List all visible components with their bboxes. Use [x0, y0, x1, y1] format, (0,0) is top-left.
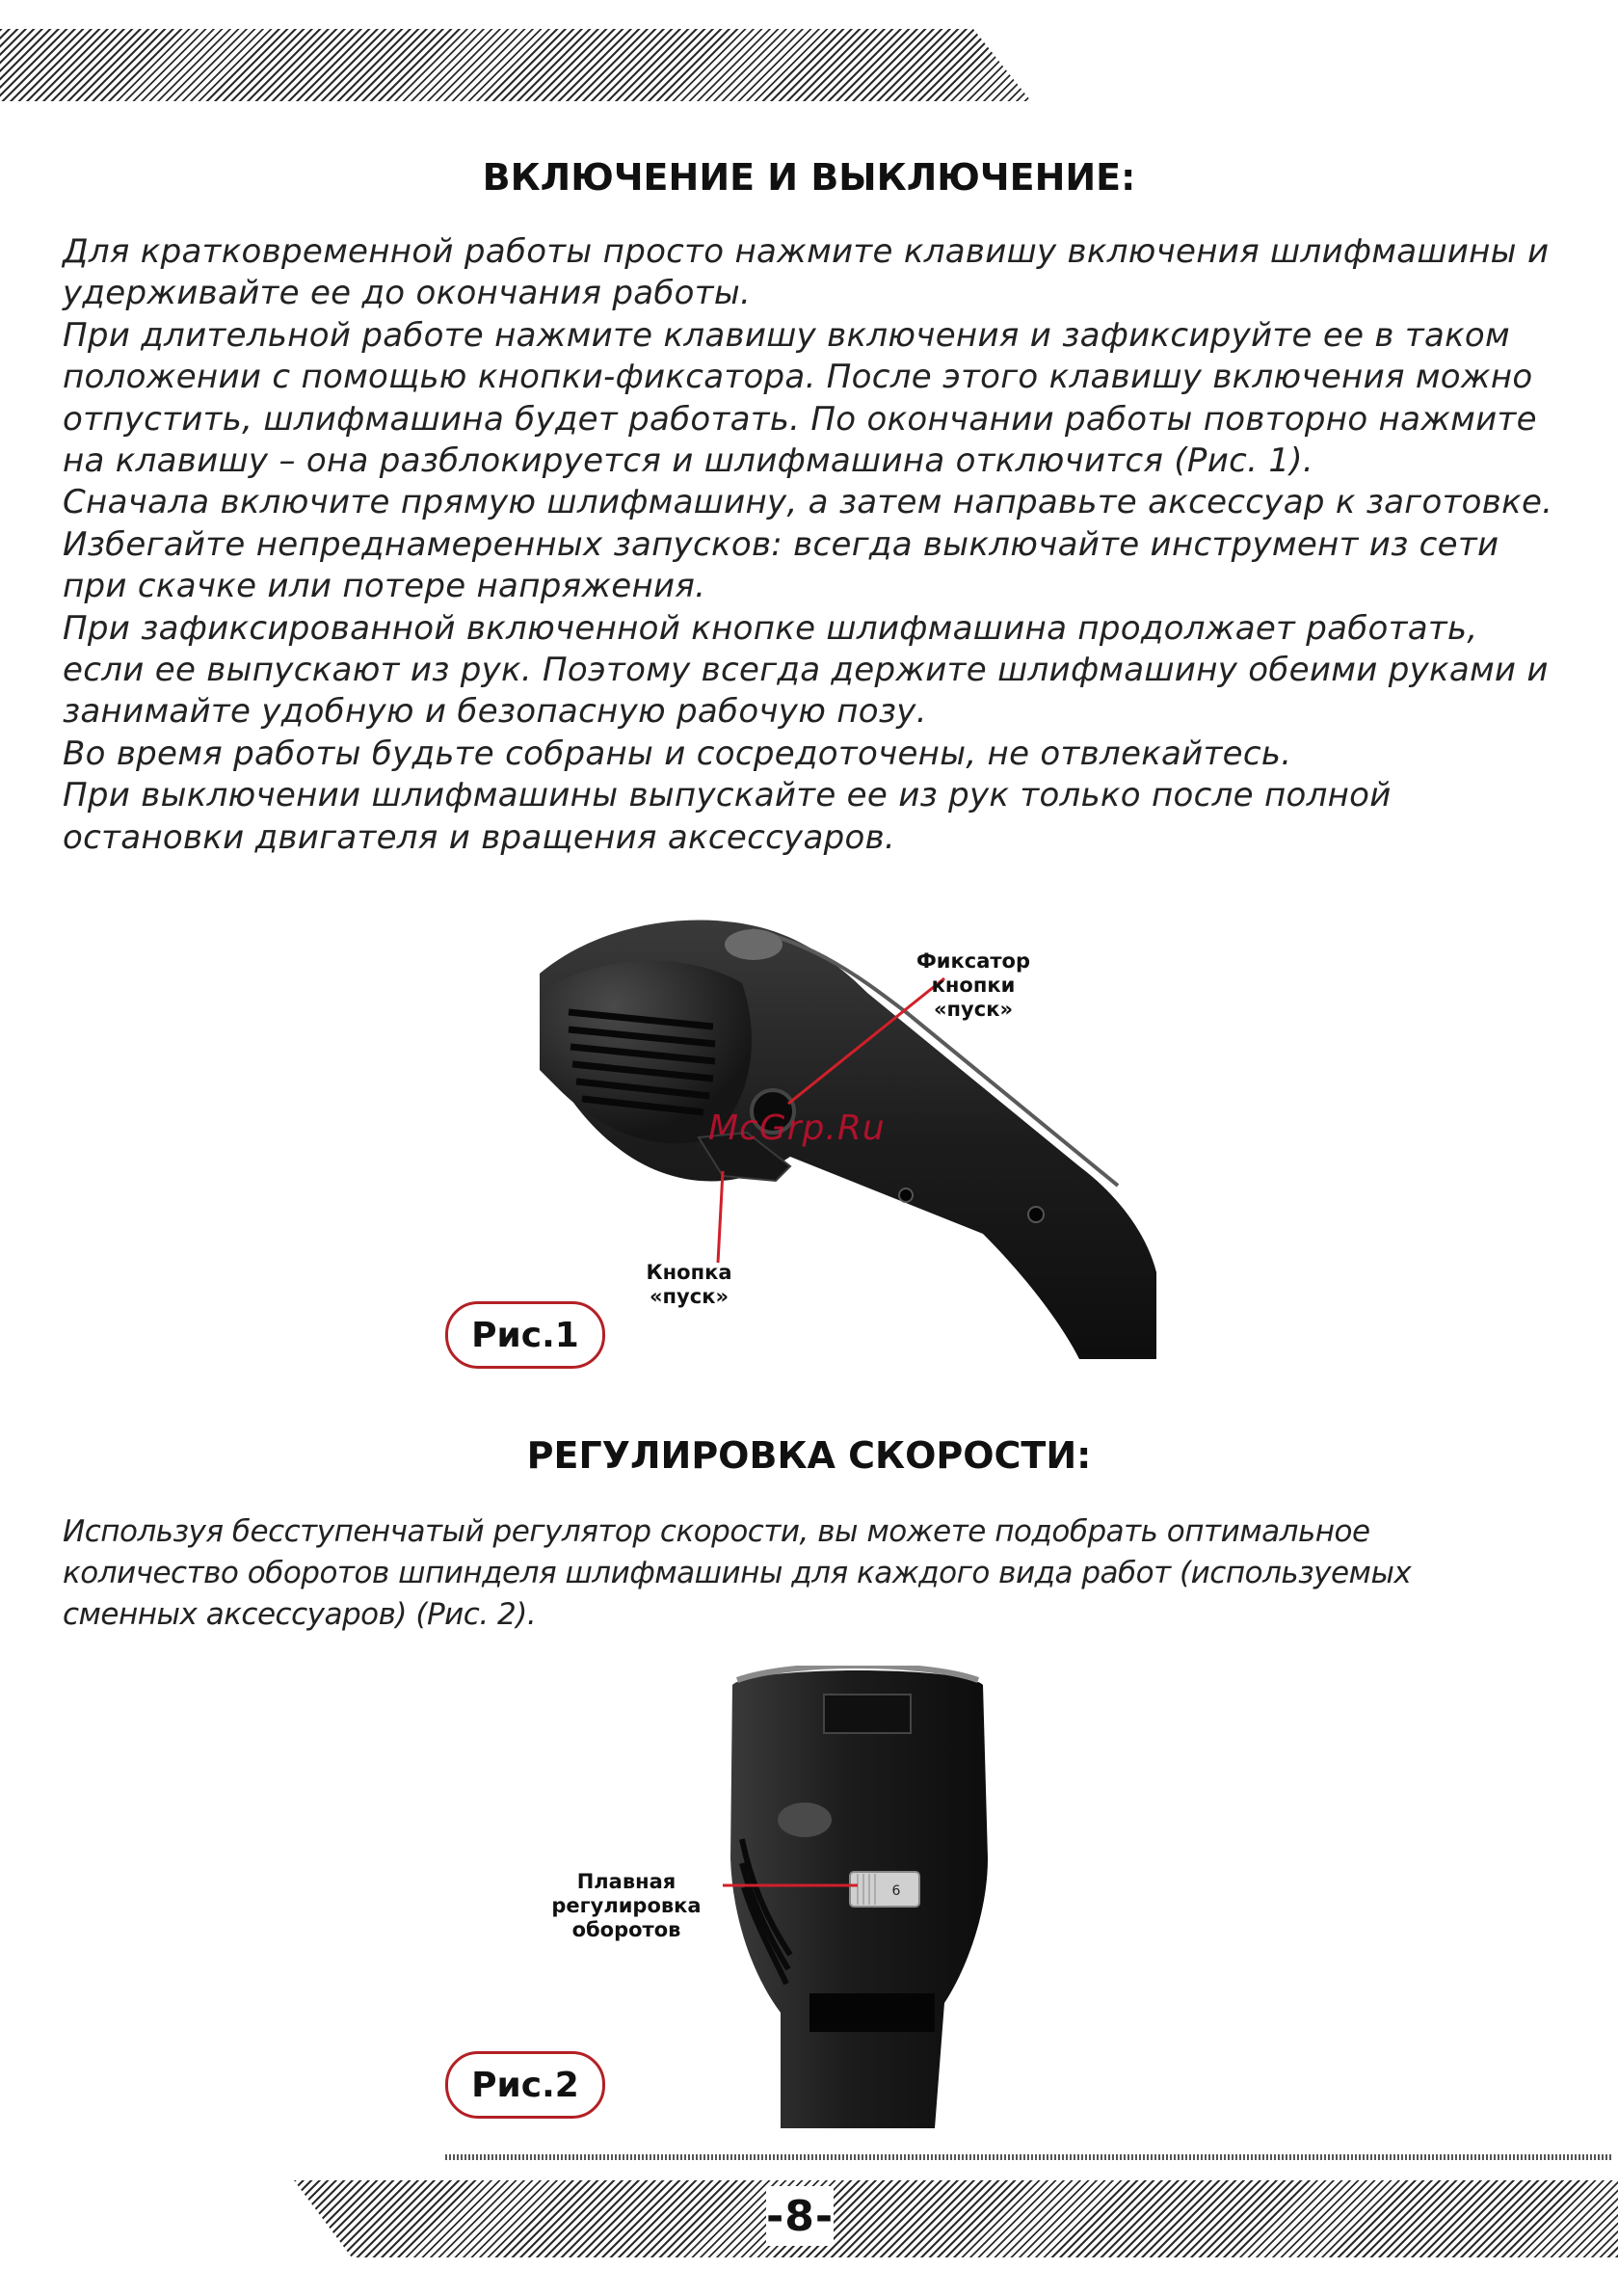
callout-line: регулировка: [551, 1894, 702, 1917]
start-button-callout: [631, 1261, 747, 1309]
on-off-text: [63, 231, 1566, 859]
watermark: McGrp.Ru: [708, 1108, 886, 1148]
paragraph: Избегайте непреднамеренных запусков: всегда выключайте инструмент из сети при скачке или потере напряжения.: [63, 524, 1499, 606]
figure-1-label: Рис.1: [445, 1301, 605, 1369]
paragraph: Сначала включите прямую шлифмашину, а затем направьте аксессуар к заготовке.: [63, 483, 1553, 522]
dotted-divider: [445, 2154, 1611, 2160]
page-number-box: [766, 2186, 834, 2246]
top-hatch-band: [0, 29, 1031, 101]
paragraph: При длительной работе нажмите клавишу включения и зафиксируйте ее в таком положении с помощью кнопки-фиксатора. После этого клавишу включения можно отпустить, шлифмашина будет работать. По окончании работы повторно нажмите на клавишу – она разблокируется и шлифмашина отключится (Рис. 1).: [63, 315, 1537, 481]
paragraph: Используя бесступенчатый регулятор скорости, вы можете подобрать оптимальное количество оборотов шпинделя шлифмашины для каждого вида работ (используемых сменных аксессуаров) (Рис. 2).: [63, 1514, 1412, 1632]
callout-line: Плавная: [576, 1870, 676, 1893]
grinder-photo-2: [723, 1666, 993, 2128]
heading-on-off: ВКЛЮЧЕНИЕ И ВЫКЛЮЧЕНИЕ:: [482, 156, 1136, 199]
paragraph: При зафиксированной включенной кнопке шлифмашина продолжает работать, если ее выпускают из рук. Поэтому всегда держите шлифмашину обеими руками и занимайте удобную и безопасную рабочую позу.: [63, 608, 1549, 732]
page-number: -8-: [765, 2191, 835, 2241]
callout-line: «пуск»: [649, 1285, 729, 1308]
paragraph: Во время работы будьте собраны и сосредоточены, не отвлекайтесь.: [63, 734, 1292, 773]
callout-line: кнопки «пуск»: [931, 974, 1016, 1021]
paragraph: При выключении шлифмашины выпускайте ее из рук только после полной остановки двигателя и вращения аксессуаров.: [63, 776, 1392, 857]
bottom-hatch-band: [294, 2180, 1618, 2257]
dial-value: 6: [891, 1883, 901, 1899]
heading-speed: РЕГУЛИРОВКА СКОРОСТИ:: [526, 1434, 1092, 1477]
callout-line: Фиксатор: [915, 949, 1031, 973]
callout-line: Кнопка: [646, 1261, 732, 1284]
latch-callout: [896, 949, 1050, 1022]
callout-line: оборотов: [571, 1918, 681, 1941]
speed-text: [63, 1511, 1489, 1636]
figure-2-label: Рис.2: [445, 2051, 605, 2119]
speed-callout: [549, 1870, 703, 1942]
paragraph: Для кратковременной работы просто нажмите клавишу включения шлифмашины и удерживайте ее до окончания работы.: [63, 232, 1550, 313]
